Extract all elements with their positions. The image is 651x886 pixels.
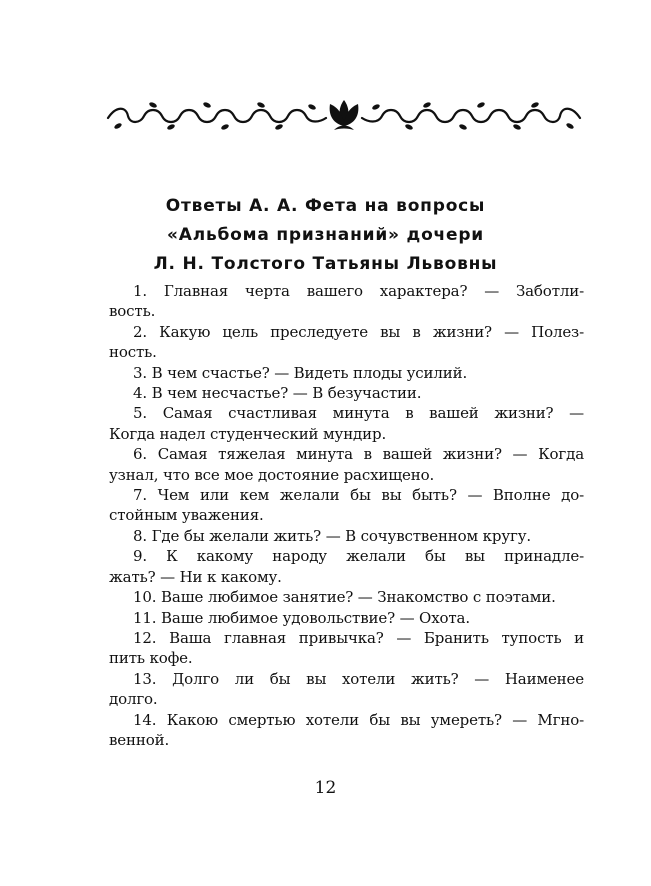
answer-line: пить кофе. [109,649,193,668]
answer-item-3 [109,363,584,383]
answer-line: долго. [109,690,158,709]
answer-line: Когда надел студенческий мундир. [109,424,387,443]
answer-line: 6. Самая тяжелая минута в вашей жизни? — Когда [133,445,584,464]
answer-line: ность. [109,343,157,362]
answer-line: 14. Какою смертью хотели бы вы умереть? — Мгно- [133,710,584,729]
answer-item-10 [109,587,584,607]
answer-item-2 [109,322,584,363]
answer-item-8 [109,526,584,546]
answer-item-1 [109,281,584,322]
answer-item-6 [109,444,584,485]
answer-line: вость. [109,302,156,321]
answer-line: 9. К какому народу желали бы вы принадле- [133,547,584,566]
answer-line: жать? — Ни к какому. [109,567,282,586]
answer-item-7 [109,485,584,526]
answer-item-11 [109,608,584,628]
answer-line: 4. В чем несчастье? — В безучастии. [133,384,422,403]
answer-item-4 [109,383,584,403]
answer-line: 13. Долго ли бы вы хотели жить? — Наименее [133,669,584,688]
answer-item-13 [109,669,584,710]
title-line-3: Л. Н. Толстого Татьяны Львовны [153,254,498,274]
answer-line: 1. Главная черта вашего характера? — Заботли- [133,282,584,300]
answer-line: стойным уважения. [109,506,264,525]
answer-line: венной. [109,730,170,749]
title-line-2: «Альбома признаний» дочери [166,225,485,245]
floral-ornament-divider [104,96,584,136]
answer-line: 11. Ваше любимое удовольствие? — Охота. [133,608,470,627]
answer-line: 2. Какую цель преследуете вы в жизни? — Полез- [133,322,584,341]
answer-line: 7. Чем или кем желали бы вы быть? — Вполне до- [133,486,584,505]
answer-item-9 [109,546,584,587]
answer-line: 10. Ваше любимое занятие? — Знакомство с поэтами. [133,588,556,607]
answer-item-14 [109,710,584,751]
answer-item-12 [109,628,584,669]
questionnaire-answers [109,281,584,750]
article-title [60,192,591,279]
answer-line: узнал, что все мое достояние расхищено. [109,465,435,484]
page-number: 12 [314,778,337,798]
answer-line: 5. Самая счастливая минута в вашей жизни? — [133,404,584,423]
answer-line: 3. В чем счастье? — Видеть плоды усилий. [133,363,468,382]
answer-line: 8. Где бы желали жить? — В сочувственном кругу. [133,526,532,545]
title-line-1: Ответы А. А. Фета на вопросы [165,196,486,216]
answer-item-5 [109,403,584,444]
answer-line: 12. Ваша главная привычка? — Бранить тупость и [133,628,584,647]
